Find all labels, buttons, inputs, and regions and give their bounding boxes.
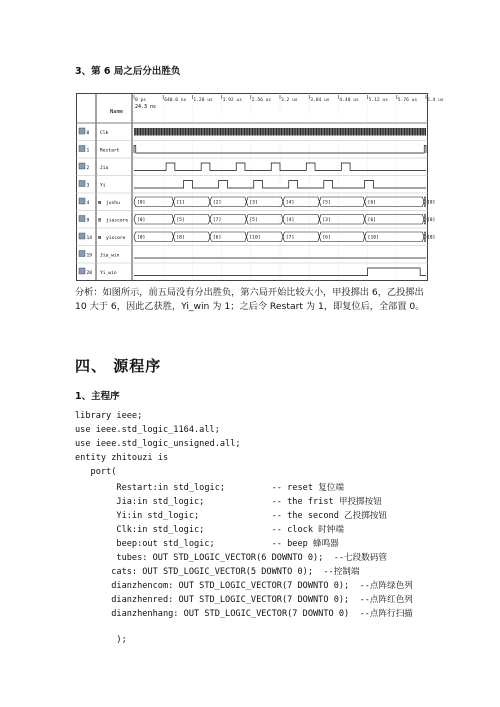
time-marker-label: 5.76 us [397, 98, 418, 103]
signal-name: Restart [100, 148, 120, 154]
code-line: entity zhitouzi is [75, 453, 169, 463]
signal-type-icon [79, 268, 85, 274]
signal-index: 4 [86, 201, 90, 206]
code-line: Jia:in std_logic; -- the frist 甲投掷按钮 [75, 497, 382, 507]
current-time-label: 24.3 ns [135, 104, 157, 110]
bus-value: [1] [176, 200, 185, 206]
signal-index: 20 [86, 271, 93, 276]
signal-type-icon [79, 146, 85, 152]
code-line: use ieee.std_logic_1164.all; [75, 425, 220, 435]
bus-value: [0] [426, 235, 436, 241]
bus-value: [5] [322, 200, 331, 206]
clock-band [134, 128, 426, 136]
time-marker-label: 640.0 ns [164, 98, 187, 103]
bus-value: [7] [212, 218, 222, 224]
time-marker-label: 0 ps [135, 98, 147, 103]
bus-value: [6] [367, 218, 376, 224]
signal-type-icon [79, 233, 85, 239]
code-line: dianzhenhang: OUT STD_LOGIC_VECTOR(7 DOWNTO 0) --点阵行扫描 [75, 609, 413, 619]
bus-value: [5] [249, 218, 258, 224]
signal-type-icon [79, 181, 85, 187]
signal-index: 14 [86, 236, 93, 241]
bus-value: [3] [322, 218, 331, 224]
code-line: use ieee.std_logic_unsigned.all; [75, 439, 241, 449]
signal-name: jushu [106, 201, 120, 206]
code-line: port( [75, 467, 117, 477]
signal-type-icon [79, 198, 85, 204]
bus-value: [6] [212, 235, 222, 241]
code-line: Clk:in std_logic; -- clock 时钟端 [75, 525, 344, 535]
signal-index: 9 [86, 218, 90, 224]
bus-value: [7] [285, 235, 295, 241]
bus-value: [8] [176, 235, 185, 241]
signal-name: Yi_win [100, 271, 117, 276]
signal-name: Jia [100, 166, 109, 171]
signal-index: 19 [86, 253, 93, 259]
time-marker-label: 2.56 us [251, 98, 272, 103]
time-marker-label: 4.48 us [339, 98, 359, 103]
bus-value: [2] [212, 200, 222, 206]
signal-type-icon [79, 128, 85, 134]
time-marker-label: 1.92 us [222, 98, 242, 103]
signal-index: 3 [86, 183, 90, 189]
bus-value: [0] [137, 200, 146, 206]
signal-name: Yi [100, 183, 106, 189]
time-marker-label: 6.4 us [427, 98, 444, 103]
time-marker-label: 3.2 us [281, 98, 298, 103]
bus-value: [10] [367, 235, 379, 241]
analysis-paragraph: 分析：如图所示，前五局没有分出胜负，第六局开始比较大小，甲投掷出 6，乙投掷出 10 大于 6，因此乙获胜，Yi_win 为 1；之后令 Restart 为 1，即复位后，全部置 0。 [75, 287, 425, 312]
clock-waveform [134, 128, 426, 136]
signal-name: yiscore [106, 236, 126, 241]
bus-value: [0] [137, 235, 146, 241]
main-program-heading: 1、主程序 [75, 391, 120, 402]
code-line: Yi:in std_logic; -- the second 乙投掷按钮 [75, 511, 388, 521]
signal-index: 1 [86, 148, 90, 154]
signal-type-icon [79, 216, 85, 222]
signal-index: 0 [86, 131, 90, 136]
expand-icon[interactable]: ⊞ [98, 217, 102, 224]
code-line: Restart:in std_logic; -- reset 复位端 [75, 483, 344, 493]
bus-value: [5] [176, 218, 185, 224]
bus-value: [4] [285, 218, 295, 224]
signal-index: 2 [86, 166, 90, 171]
signal-name: jiascore [106, 218, 129, 224]
time-marker-label: 3.84 us [310, 98, 330, 103]
code-line: dianzhenred: OUT STD_LOGIC_VECTOR(7 DOWNTO 0); --点阵红色列 [75, 595, 413, 605]
bus-value: [6] [322, 235, 331, 241]
bus-value: [0] [137, 218, 146, 224]
code-line: library ieee; [75, 411, 143, 421]
code-line: beep:out std_logic; -- beep 蜂鸣器 [75, 539, 339, 549]
expand-icon[interactable]: ⊞ [98, 200, 102, 206]
bus-value: [4] [285, 200, 295, 206]
bus-value: [6] [367, 200, 376, 206]
name-column-header: Name [110, 109, 124, 115]
code-line: dianzhencom: OUT STD_LOGIC_VECTOR(7 DOWNTO 0); --点阵绿色列 [75, 581, 413, 591]
bus-value: [10] [249, 235, 261, 241]
expand-icon[interactable]: ⊞ [98, 235, 102, 241]
code-line: ); [75, 635, 127, 645]
bus-value: [0] [426, 200, 436, 206]
bus-value: [3] [249, 200, 258, 206]
signal-type-icon [79, 163, 85, 169]
signal-type-icon [79, 251, 85, 257]
section-4-heading: 四、 源程序 [75, 357, 162, 375]
time-marker-label: 5.12 us [368, 98, 388, 103]
source-code-block [75, 411, 413, 645]
section-3-heading: 3、第 6 局之后分出胜负 [75, 66, 181, 77]
signal-name: Clk [100, 131, 109, 136]
bus-value: [0] [426, 218, 436, 224]
time-marker-label: 1.28 us [193, 98, 213, 103]
code-line: cats: OUT STD_LOGIC_VECTOR(5 DOWNTO 0); --控制端 [75, 567, 360, 577]
signal-name: Jia_win [100, 253, 120, 259]
waveform-screenshot [76, 93, 444, 281]
code-line: tubes: OUT STD_LOGIC_VECTOR(6 DOWNTO 0); --七段数码管 [75, 553, 388, 563]
